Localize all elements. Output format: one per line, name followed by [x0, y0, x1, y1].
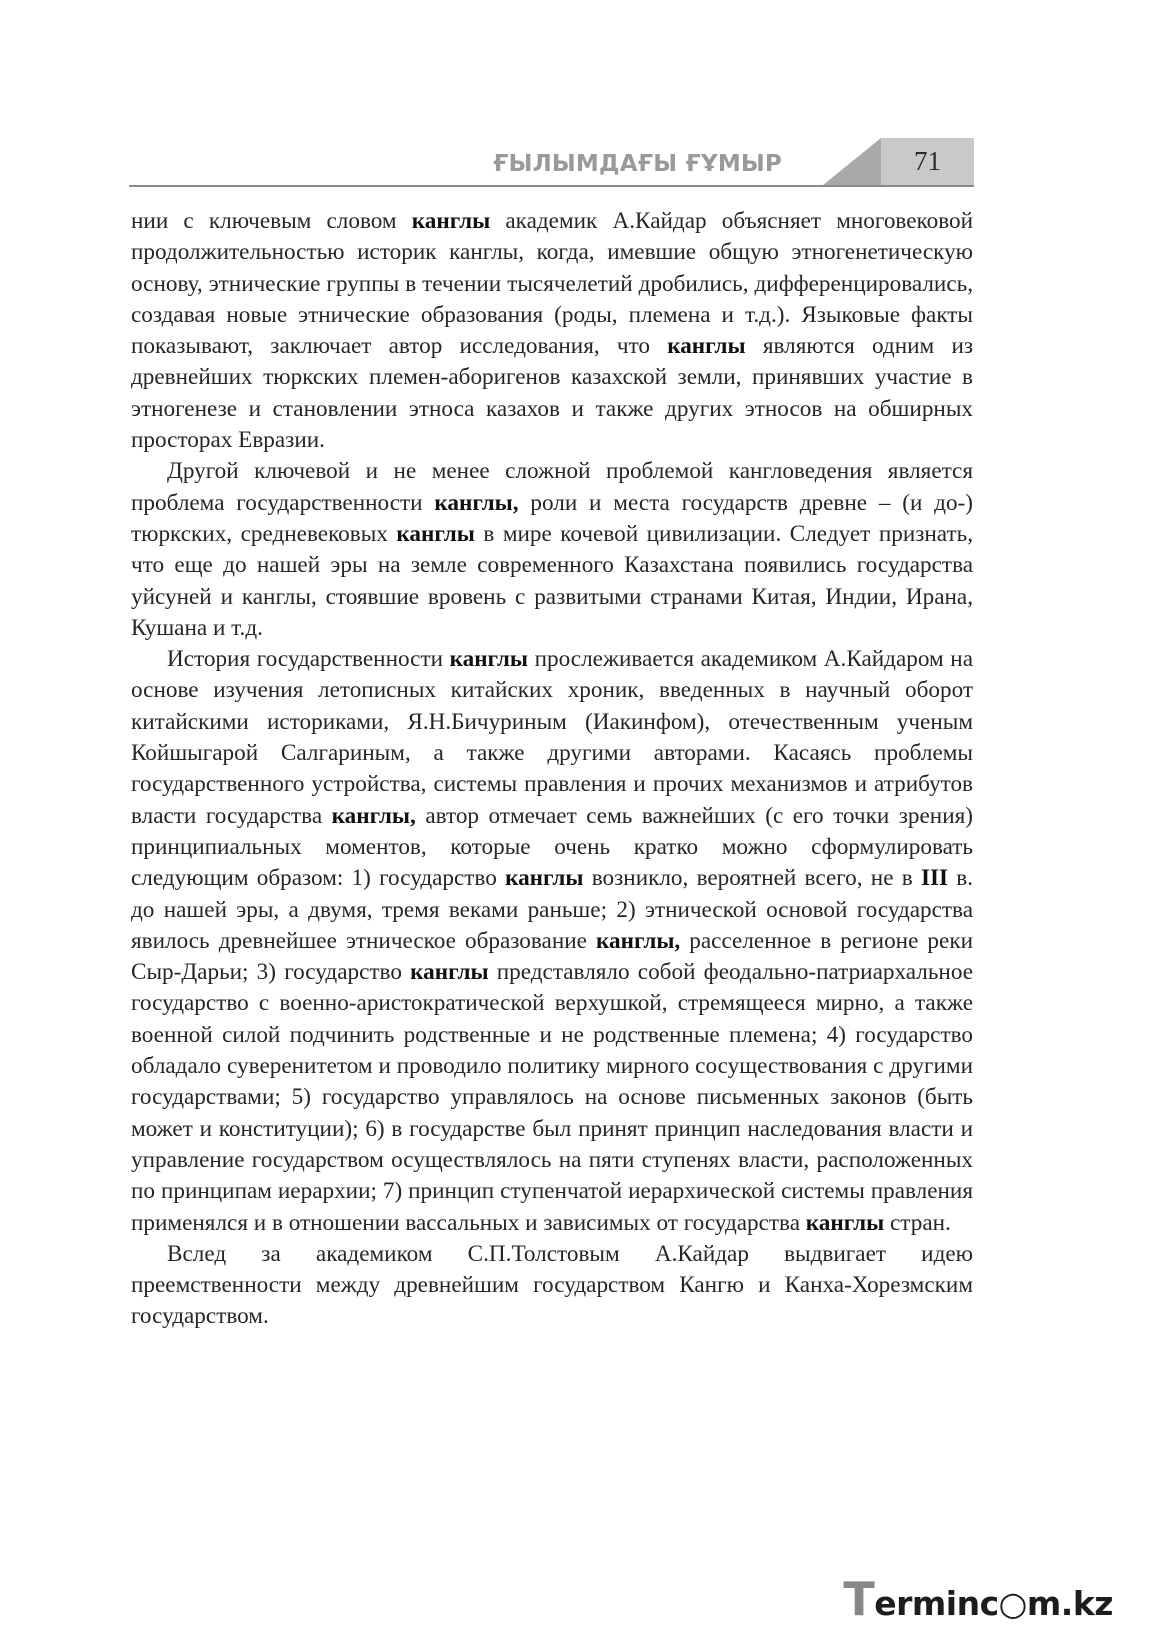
bold-term: III: [920, 865, 949, 892]
text-run: возникло, вероятней всего, не в: [583, 865, 921, 892]
text-run: роли и места государств древне – (и до-) тюркских, средневековых: [131, 489, 974, 547]
watermark-logo-letter: T: [843, 1572, 875, 1626]
site-watermark: [843, 1572, 1113, 1626]
bold-term: канглы,: [331, 802, 416, 829]
header-rule: [129, 185, 974, 187]
bold-term: канглы: [410, 959, 489, 986]
text-run: Другой ключевой и не менее сложной проблемой кангловедения является проблема государственности: [131, 458, 973, 516]
paragraph: [131, 1239, 973, 1333]
text-run: в мире кочевой цивилизации. Следует признать, что еще до нашей эры на земле современного Казахстана появились государства уйсуней и канглы, стоявшие вровень с развитыми странами Китая, Индии, Ирана, Кушана и т.д.: [131, 520, 973, 641]
bold-term: канглы,: [434, 489, 519, 516]
watermark-text: erminc○m.kz: [874, 1584, 1113, 1623]
paragraph: [131, 644, 973, 1239]
bold-term: канглы: [667, 333, 746, 360]
text-run: являются одним из древнейших тюркских племен-аборигенов казахской земли, принявших участие в этногенезе и становлении этноса казахов и также других этносов на обширных просторах Евразии.: [131, 333, 974, 454]
running-header: [129, 138, 974, 186]
body-text: [131, 206, 973, 1333]
bold-term: канглы: [411, 208, 491, 234]
text-run: академик А.Кайдар объясняет многовековой продолжительностью историк канглы, когда, имевшие общую этногенетическую основу, этнические группы в течении тысячелетий дробились, дифференцировались, создавая новые этнические образования (роды, племена и т.д.). Языковые факты показывают, заключает автор исследования, что: [131, 208, 973, 360]
bold-term: канглы: [505, 865, 584, 892]
text-run: представляло собой феодально-патриархальное государство с военно-аристократической верхушкой, стремящееся мирно, а также военной силой подчинить родственные и не родственные племена; 4) государство обладало суверенитетом и проводило политику мирного сосуществования с другими государствами; 5) государство управлялось на основе письменных законов (быть может и конституции); 6) в государстве был принят принцип наследования власти и управление государством осуществлялось на пяти ступенях власти, расположенных по принципам иерархии; 7) принцип ступенчатой иерархической системы правления применялся и в отношении вассальных и зависимых от государства: [131, 959, 973, 1236]
paragraph: [131, 456, 973, 644]
text-run: История государственности: [167, 646, 450, 673]
paragraph: [131, 206, 973, 456]
bold-term: канглы: [449, 646, 529, 673]
running-header-title: ҒЫЛЫМДАҒЫ ҒҰМЫР: [493, 151, 782, 177]
text-run: стран.: [884, 1209, 951, 1236]
text-run: автор отмечает семь важнейших (с его точки зрения) принципиальных моментов, которые очень кратко можно сформулировать следующим образом: 1) государство: [131, 802, 973, 892]
bold-term: канглы: [396, 520, 475, 547]
text-run: нии с ключевым словом: [131, 208, 412, 234]
page-number: 71: [914, 146, 941, 176]
text-run: в. до нашей эры, а двумя, тремя веками раньше; 2) этнической основой государства явилось древнейшее этническое образование: [131, 865, 973, 954]
header-wedge-decoration: [823, 138, 881, 185]
text-run: Вслед за академиком С.П.Толстовым А.Кайдар выдвигает идею преемственности между древнейшим государством Кангю и Канха-Хорезмским государством.: [131, 1240, 973, 1330]
bold-term: канглы,: [596, 927, 681, 954]
text-run: расселенное в регионе реки Сыр-Дарьи; 3) государство: [131, 927, 973, 986]
bold-term: канглы: [805, 1209, 885, 1236]
text-run: прослеживается академиком А.Кайдаром на основе изучения летописных китайских хроник, введенных в научный оборот китайскими историками, Я.Н.Бичуриным (Иакинфом), отечественным ученым Койшыгарой Салгариным, а также другими авторами. Касаясь проблемы государственного устройства, системы правления и прочих механизмов и атрибутов власти государства: [131, 646, 973, 829]
